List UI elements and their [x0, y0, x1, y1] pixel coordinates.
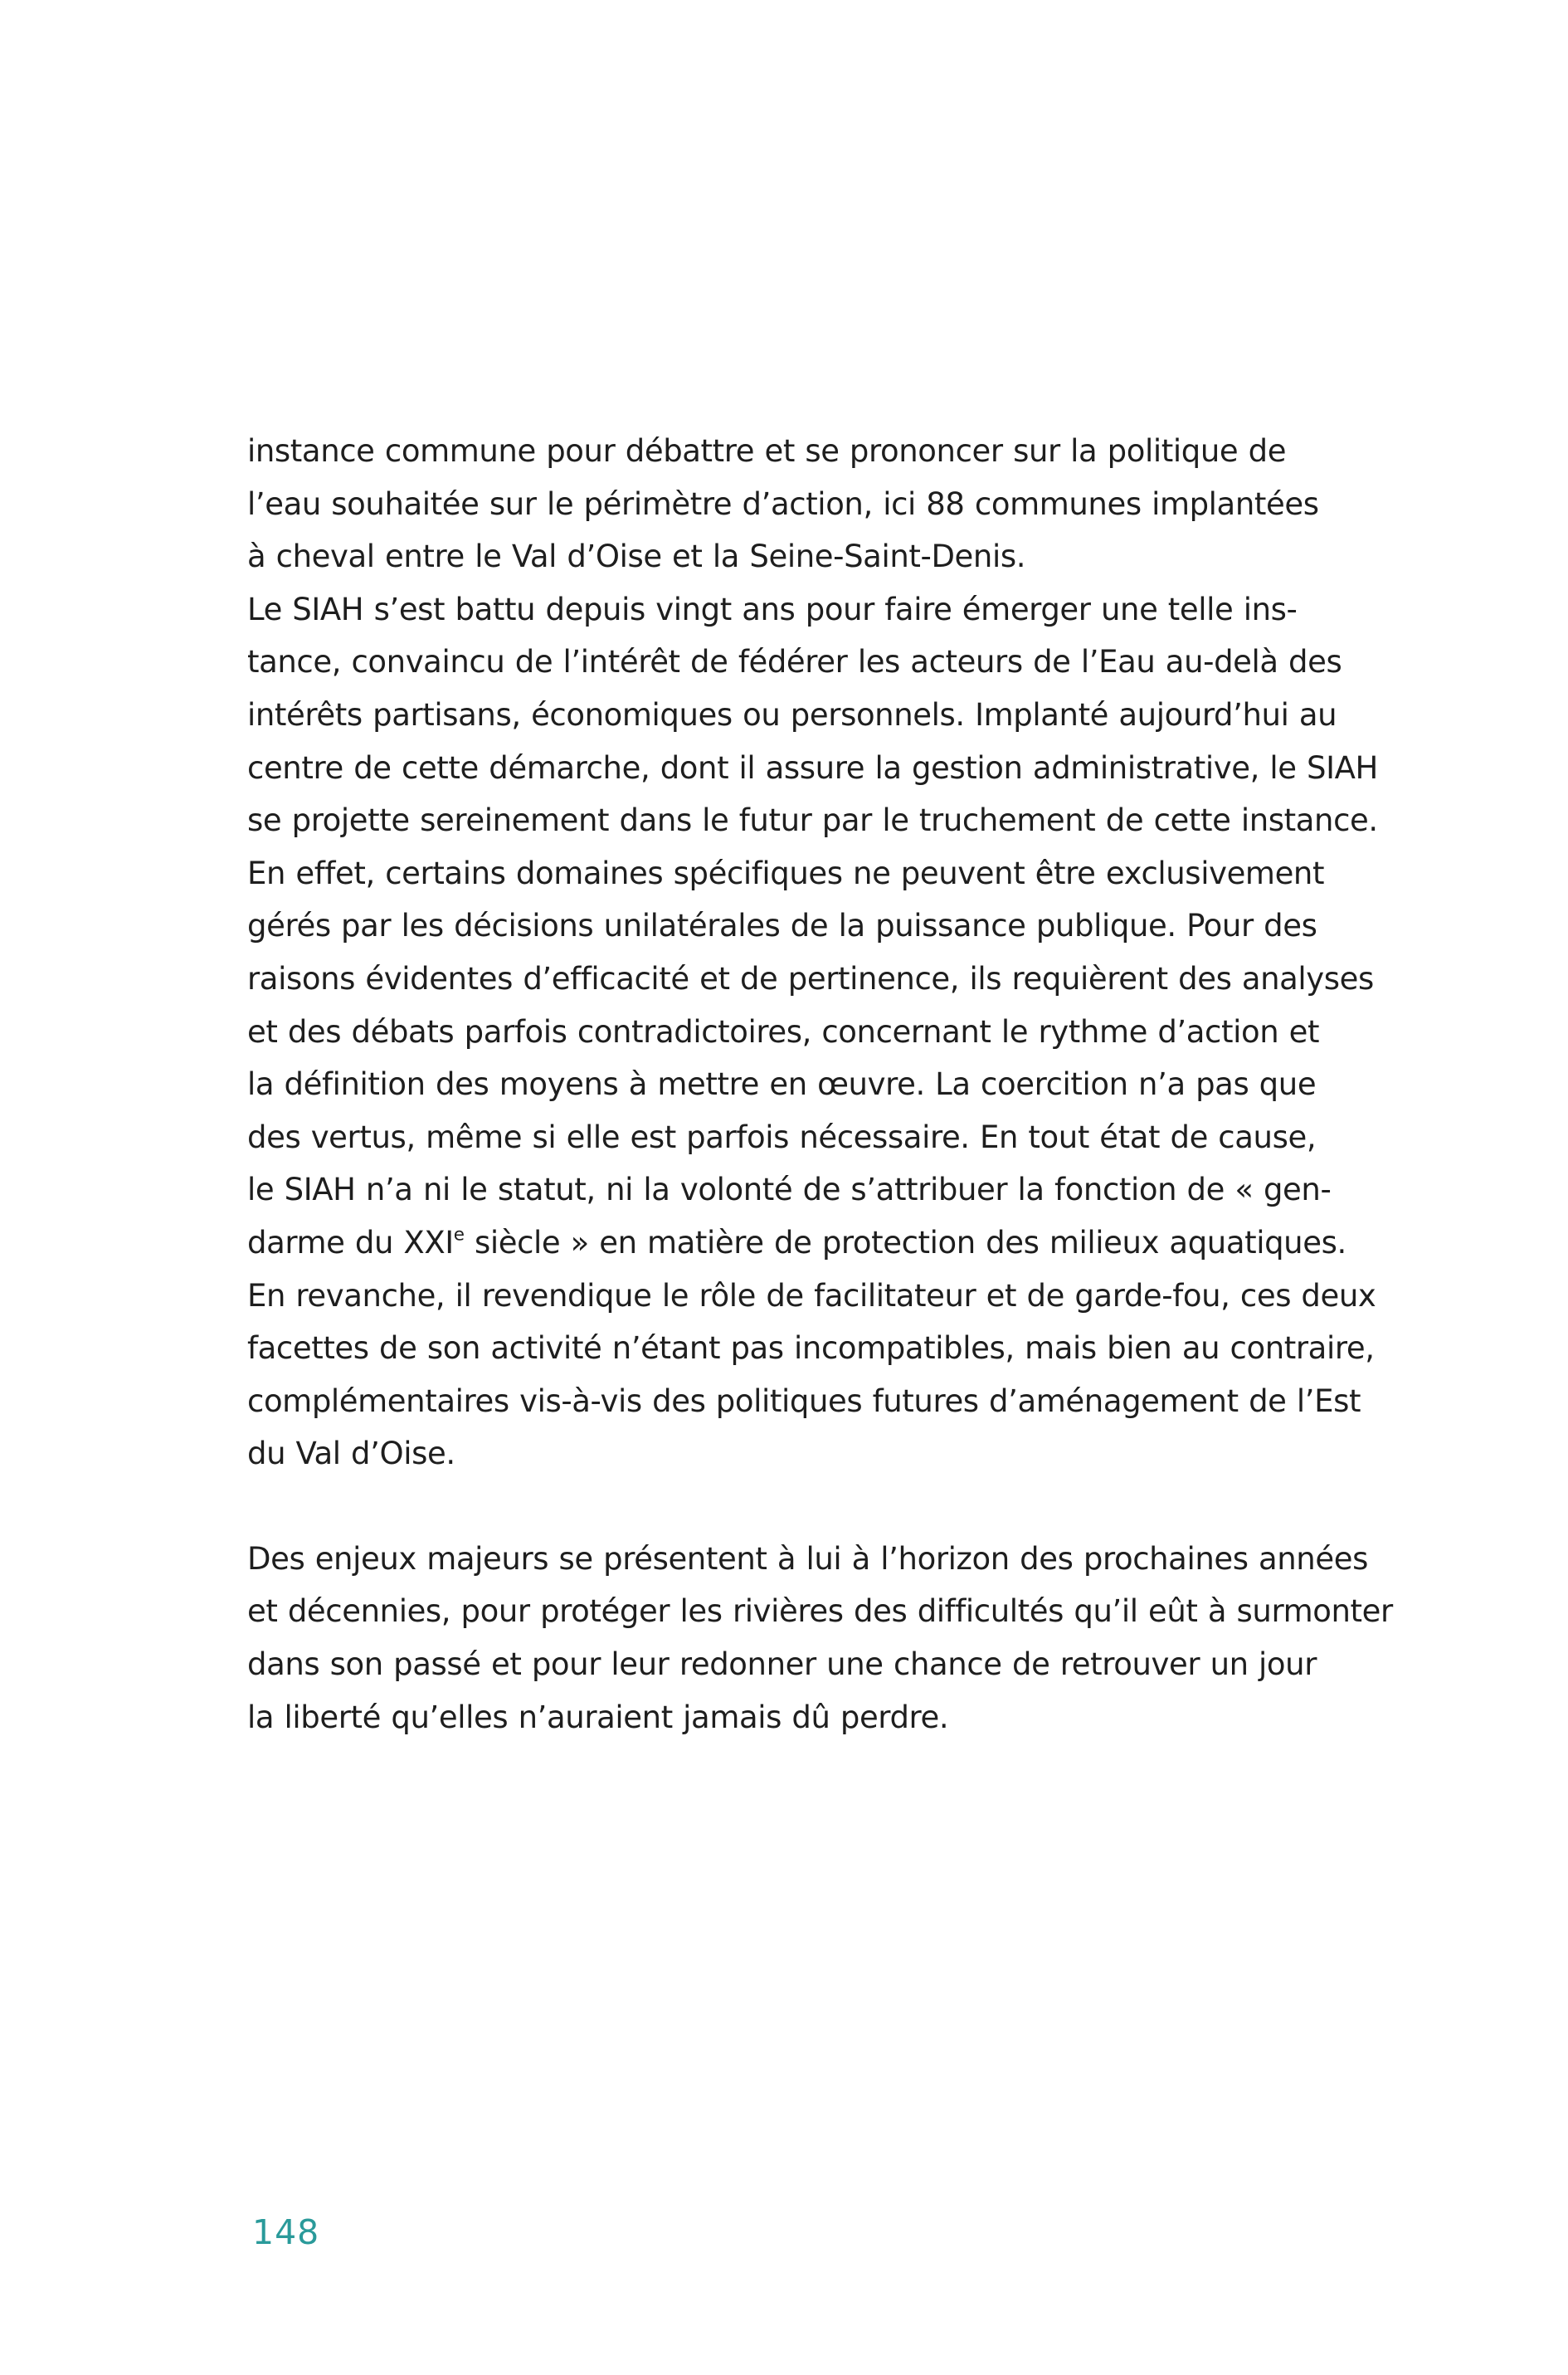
text-segment: darme du XXI: [247, 1224, 454, 1261]
paragraph-2: [247, 1533, 1393, 1743]
text-line: facettes de son activité n’étant pas incompatibles, mais bien au contraire,: [247, 1330, 1375, 1367]
text-line: intérêts partisans, économiques ou personnels. Implanté aujourd’hui au: [247, 696, 1337, 733]
text-line: à cheval entre le Val d’Oise et la Seine-Saint-Denis.: [247, 539, 1026, 575]
text-line: la liberté qu’elles n’auraient jamais dû perdre.: [247, 1699, 949, 1735]
text-line: instance commune pour débattre et se prononcer sur la politique de: [247, 433, 1287, 469]
page-number: 148: [252, 2212, 320, 2252]
text-line: Le SIAH s’est battu depuis vingt ans pour faire émerger une telle ins-: [247, 591, 1298, 627]
text-line: En revanche, il revendique le rôle de facilitateur et de garde-fou, ces deux: [247, 1277, 1376, 1314]
text-line: gérés par les décisions unilatérales de la puissance publique. Pour des: [247, 908, 1317, 944]
text-line: et des débats parfois contradictoires, concernant le rythme d’action et: [247, 1013, 1320, 1050]
text-line: tance, convaincu de l’intérêt de fédérer les acteurs de l’Eau au-delà des: [247, 644, 1342, 680]
text-line: complémentaires vis-à-vis des politiques futures d’aménagement de l’Est: [247, 1383, 1361, 1419]
text-segment: siècle » en matière de protection des milieux aquatiques.: [464, 1224, 1346, 1261]
text-line: dans son passé et pour leur redonner une chance de retrouver un jour: [247, 1646, 1317, 1683]
paragraph-spacer: [247, 1480, 1342, 1533]
text-line: du Val d’Oise.: [247, 1436, 455, 1472]
text-line: le SIAH n’a ni le statut, ni la volonté de s’attribuer la fonction de « gen-: [247, 1172, 1332, 1208]
text-line: des vertus, même si elle est parfois nécessaire. En tout état de cause,: [247, 1119, 1317, 1155]
text-line: l’eau souhaitée sur le périmètre d’action, ici 88 communes implantées: [247, 485, 1319, 522]
paragraph-1: [247, 425, 1378, 1480]
text-line: centre de cette démarche, dont il assure la gestion administrative, le SIAH: [247, 749, 1378, 786]
text-line: et décennies, pour protéger les rivières des difficultés qu’il eût à surmonter: [247, 1593, 1393, 1630]
text-line: En effet, certains domaines spécifiques ne peuvent être exclusivement: [247, 855, 1325, 891]
text-line: la définition des moyens à mettre en œuvre. La coercition n’a pas que: [247, 1066, 1317, 1103]
text-line: raisons évidentes d’efficacité et de pertinence, ils requièrent des analyses: [247, 960, 1374, 997]
text-line: se projette sereinement dans le futur par le truchement de cette instance.: [247, 802, 1378, 839]
body-text: [247, 425, 1393, 1743]
superscript-e: e: [453, 1224, 465, 1246]
text-line: Des enjeux majeurs se présentent à lui à l’horizon des prochaines années: [247, 1540, 1368, 1577]
text-line: [247, 1217, 1346, 1270]
